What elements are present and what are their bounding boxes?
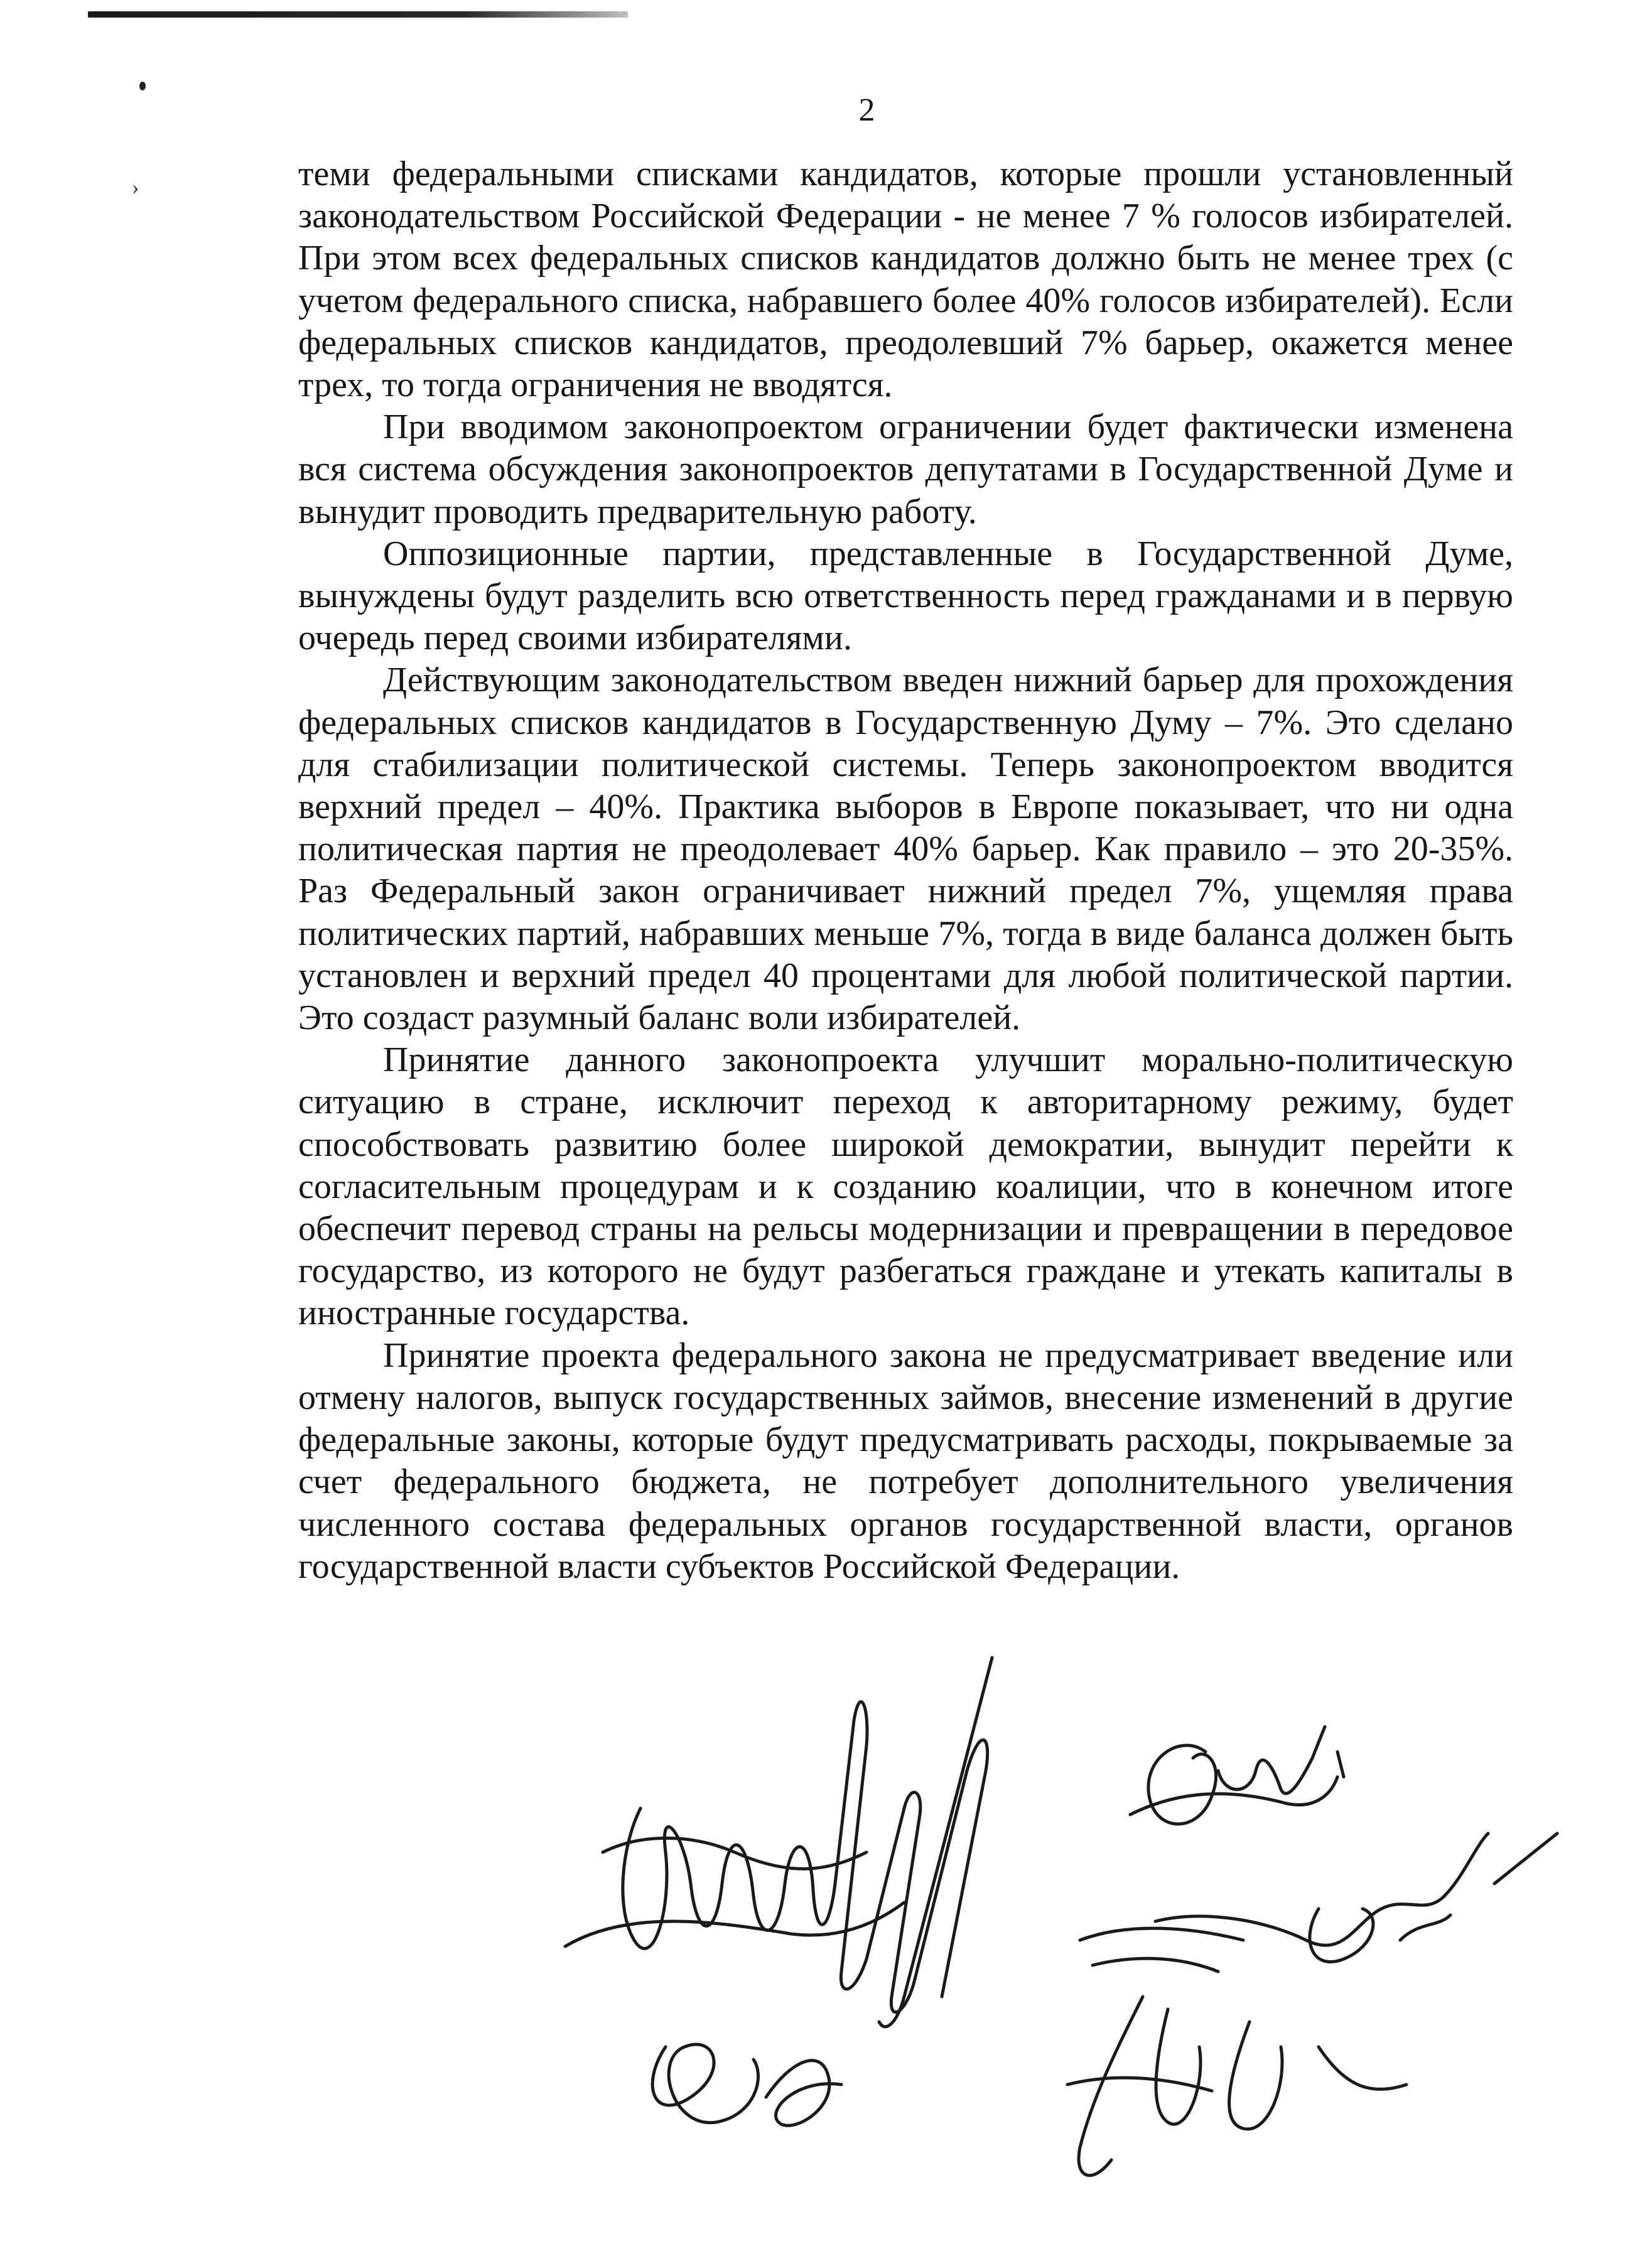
page-number: 2 — [858, 92, 875, 128]
paragraph-5: Принятие данного законопроекта улучшит морально-политическую ситуацию в стране, исключит переход к авторитарному режиму, будет способствовать развитию более широкой демократии, вынудит перейти к согласительным процедурам и к созданию коалиции, что в конечном итоге обеспечит перевод страны на рельсы модернизации и превращении в передовое государство, из которого не будут разбегаться граждане и утекать капиталы в иностранные государства. — [298, 1040, 1513, 1333]
signature-1 — [565, 1658, 992, 2125]
scan-edge-artifact — [88, 11, 628, 18]
signature-3 — [1155, 1833, 1557, 1962]
paragraph-4: Действующим законодательством введен нижний барьер для прохождения федеральных списков кандидатов в Государственную Думу – 7%. Это сделано для стабилизации политической системы. Теперь законопроектом вводится верхний предел – 40%. Практика выборов в Европе показывает, что ни одна политическая партия не преодолевает 40% барьер. Как правило – это 20-35%. Раз Федеральный закон ограничивает нижний предел 7%, ущемляя права политических партий, набравших меньше 7%, тогда в виде баланса должен быть установлен и верхний предел 40 процентами для любой политической партии. Это создаст разумный баланс воли избирателей. — [298, 661, 1513, 1038]
scan-mark: › — [132, 176, 139, 199]
paragraph-1: теми федеральными списками кандидатов, которые прошли установленный законодательством Российской Федерации - не менее 7 % голосов избирателей. При этом всех федеральных списков кандидатов должно быть не менее трех (с учетом федерального списка, набравшего более 40% голосов избирателей). Если федеральных списков кандидатов, преодолевший 7% барьер, окажется менее трех, то тогда ограничения не вводятся. — [298, 154, 1513, 405]
paragraph-6: Принятие проекта федерального закона не предусматривает введение или отмену налогов, выпуск государственных займов, внесение изменений в другие федеральные законы, которые будут предусматривать расходы, покрываемые за счет федерального бюджета, не потребует дополнительного увеличения численного состава федеральных органов государственной власти, органов государственной власти субъектов Российской Федерации. — [298, 1336, 1513, 1586]
paragraph-2: При вводимом законопроектом ограничении будет фактически изменена вся система обсуждения законопроектов депутатами в Государственной Думе и вынудит проводить предварительную работу. — [298, 407, 1513, 531]
signature-2 — [1130, 1727, 1344, 1824]
signature-4 — [1067, 1928, 1406, 2176]
document-body — [298, 153, 1513, 1588]
signatures-block — [527, 1645, 1595, 2248]
paragraph-3: Оппозиционные партии, представленные в Государственной Думе, вынуждены будут разделить всю ответственность перед гражданами и в первую очередь перед своими избирателями. — [298, 534, 1513, 658]
scan-speck — [139, 82, 146, 90]
